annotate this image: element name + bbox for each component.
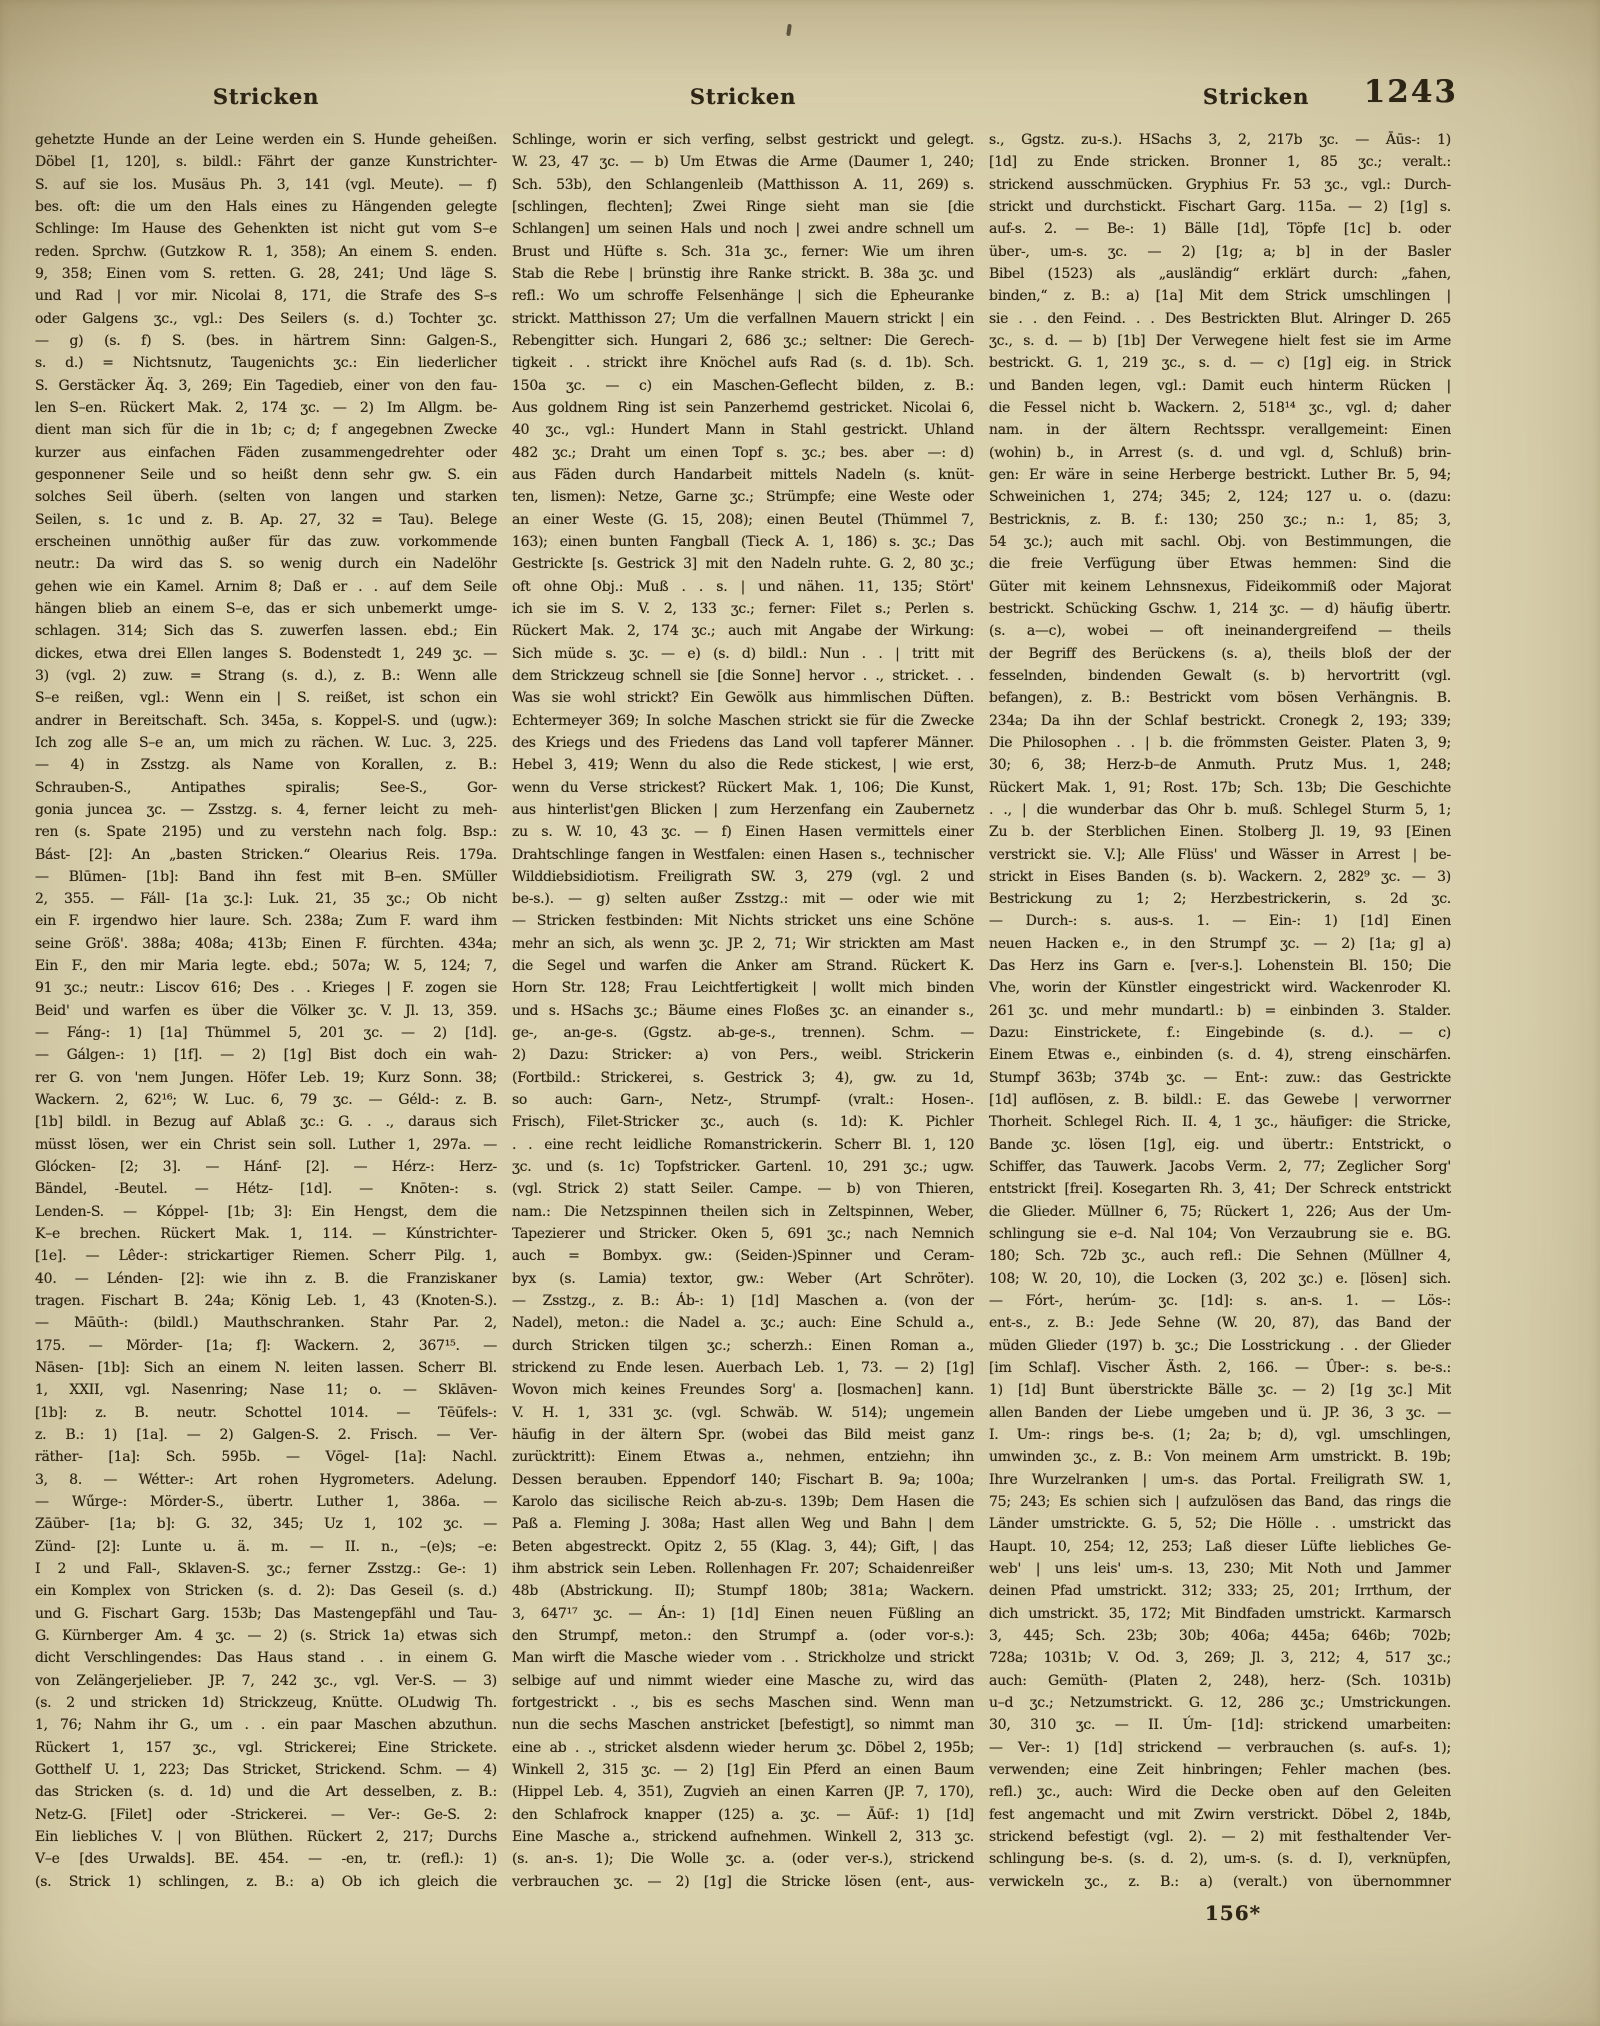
text-line: 1, 76; Nahm ihr G., um . . ein paar Maschen abzuthun. bbox=[35, 1717, 497, 1734]
text-line: erscheinen unnöthig außer für das zuw. vorkommende bbox=[35, 533, 497, 550]
text-line: gehetzte Hunde an der Leine werden ein S. Hunde geheißen. bbox=[35, 132, 497, 148]
text-line: [schlingen, flechten]; Zwei Ringe sieht man sie [die bbox=[512, 198, 974, 215]
text-line: und s. HSachs ʒc.; Bäume eines Floßes ʒc. an einander s., bbox=[512, 1002, 974, 1019]
text-line: Beten abgestreckt. Opitz 2, 55 (Klag. 3, 44); Gift, | das bbox=[512, 1538, 974, 1555]
running-title: Stricken bbox=[689, 84, 797, 109]
text-line: web' | uns leis' um-s. 13, 230; Mit Noth und Jammer bbox=[989, 1561, 1451, 1577]
text-line: be-s.). — g) selten außer Zsstzg.: mit — oder wie mit bbox=[512, 891, 974, 908]
text-line: Frisch), Filet-Stricker ʒc., auch (s. 1d): K. Pichler bbox=[512, 1114, 974, 1131]
text-line: strickt und durchstickt. Fischart Garg. 115a. — 2) [1g] s. bbox=[989, 198, 1451, 215]
text-line: müden Glieder (197) b. ʒc.; Die Losstrickung . . der Glieder bbox=[989, 1337, 1451, 1354]
text-columns bbox=[35, 129, 1451, 1893]
text-line: 108; W. 20, 10), die Locken (3, 202 ʒc.) e. [lösen] sich. bbox=[989, 1270, 1451, 1287]
text-line: Bande ʒc. lösen [1g], eig. und übertr.: Entstrickt, o bbox=[989, 1136, 1451, 1153]
text-line: 175. — Mörder- [1a; f]: Wackern. 2, 367¹⁵. — bbox=[35, 1337, 497, 1354]
text-line: — Wűrge-: Mörder-S., übertr. Luther 1, 386a. — bbox=[35, 1494, 497, 1511]
text-line: (Hippel Leb. 4, 351), Zugvieh an einen Karren (JP. 7, 170), bbox=[512, 1784, 974, 1801]
page-header bbox=[35, 84, 1445, 109]
text-line: mehr an sich, als wenn ʒc. JP. 2, 71; Wir strickten am Mast bbox=[512, 935, 974, 952]
text-line: 1, XXII, vgl. Nasenring; Nase 11; o. — Sklāven- bbox=[35, 1382, 497, 1399]
text-line: 91 ʒc.; neutr.: Liscov 616; Des . . Krieges | F. zogen sie bbox=[35, 980, 497, 997]
text-line: andrer in Bereitschaft. Sch. 345a, s. Koppel-S. und (ugw.): bbox=[35, 712, 497, 729]
text-line: strickt in Eises Banden (s. b). Wackern. 2, 282⁹ ʒc. — 3) bbox=[989, 868, 1451, 885]
text-line: V–e [des Urwalds]. BE. 454. — -en, tr. (refl.): 1) bbox=[35, 1851, 497, 1868]
text-line: — Gálgen-: 1) [1f]. — 2) [1g] Bist doch ein wah- bbox=[35, 1047, 497, 1064]
text-line: Eine Masche a., strickend aufnehmen. Winkell 2, 313 ʒc. bbox=[512, 1828, 974, 1845]
text-line: nam.: Die Netzspinnen theilen sich in Zeltspinnen, Weber, bbox=[512, 1203, 974, 1220]
text-line: an einer Weste (G. 15, 208); einen Beutel (Thümmel 7, bbox=[512, 511, 974, 528]
text-line: Bestrickung zu 1; 2; Herzbestrickerin, s. 2d ʒc. bbox=[989, 891, 1451, 908]
text-line: [1b]: z. B. neutr. Schottel 1014. — Tēūfels-: bbox=[35, 1404, 497, 1421]
text-line: Brust und Hüfte s. Sch. 31a ʒc., ferner: Wie um ihren bbox=[512, 243, 974, 260]
text-line: Bást- [2]: An „basten Stricken.“ Olearius Reis. 179a. bbox=[35, 846, 497, 863]
text-line: [im Schlaf]. Vischer Ästh. 2, 166. — Ûber-: s. be-s.: bbox=[989, 1360, 1451, 1377]
text-line: ten, lismen): Netze, Garne ʒc.; Strümpfe; eine Weste oder bbox=[512, 489, 974, 506]
text-line: sie . . den Feind. . . Des Bestrickten Blut. Alringer D. 265 bbox=[989, 310, 1451, 327]
text-column bbox=[989, 129, 1451, 1893]
text-line: Gotthelf U. 1, 223; Das Stricket, Strickend. Schm. — 4) bbox=[35, 1761, 497, 1778]
text-line: Zünd- [2]: Lunte u. ä. m. — II. n., –(e)s; –e: bbox=[35, 1538, 497, 1555]
text-line: W. 23, 47 ʒc. — b) Um Etwas die Arme (Daumer 1, 240; bbox=[512, 154, 974, 171]
text-line: Ein F., den mir Maria legte. ebd.; 507a; W. 5, 124; 7, bbox=[35, 958, 497, 975]
text-line: 3, 8. — Wétter-: Art rohen Hygrometers. Adelung. bbox=[35, 1471, 497, 1488]
page-number: 1243 bbox=[1363, 74, 1458, 110]
ink-smudge bbox=[786, 24, 792, 36]
text-line: Schlinge, worin er sich verfing, selbst gestrickt und gelegt. bbox=[512, 132, 974, 148]
text-line: Dessen berauben. Eppendorf 140; Fischart B. 9a; 100a; bbox=[512, 1471, 974, 1488]
text-line: hängen blieb an einem S–e, das er sich unbemerkt umge- bbox=[35, 600, 497, 617]
text-line: gesponnener Seile und so heißt denn sehr gw. S. ein bbox=[35, 466, 497, 483]
text-line: schlagen. 314; Sich das S. zuwerfen lassen. ebd.; Ein bbox=[35, 623, 497, 640]
text-line: neutr.: Da wird das S. so wenig durch ein Nadelöhr bbox=[35, 556, 497, 573]
text-line: bestrickt. G. 1, 219 ʒc., s. d. — c) [1g] eig. in Strick bbox=[989, 355, 1451, 372]
text-line: — g) (s. f) S. (bes. in härtrem Sinn: Galgen-S., bbox=[35, 332, 497, 349]
text-line: 728a; 1031b; V. Od. 3, 269; Jl. 3, 212; 4, 517 ʒc.; bbox=[989, 1650, 1451, 1667]
text-line: Sich müde s. ʒc. — e) (s. d) bildl.: Nun . . | tritt mit bbox=[512, 645, 974, 662]
text-line: 40. — Lénden- [2]: wie ihn z. B. die Franziskaner bbox=[35, 1270, 497, 1287]
text-column bbox=[35, 129, 497, 1893]
text-line: Stumpf 363b; 374b ʒc. — Ent-: zuw.: das Gestrickte bbox=[989, 1069, 1451, 1086]
text-line: deinen Pfad umstrickt. 312; 333; 25, 201; Irrthum, der bbox=[989, 1583, 1451, 1600]
text-line: ge-, an-ge-s. (Ggstz. ab-ge-s., trennen). Schm. — bbox=[512, 1025, 974, 1042]
text-line: Beid' und warfen es über die Völker ʒc. V. Jl. 13, 359. bbox=[35, 1002, 497, 1019]
text-line: häufig in der ältern Spr. (wobei das Bild meist ganz bbox=[512, 1427, 974, 1444]
text-line: so auch: Garn-, Netz-, Strumpf- (vralt.: Hosen-. bbox=[512, 1092, 974, 1109]
text-line: umwinden ʒc., z. B.: Von meinem Arm umstrickt. B. 19b; bbox=[989, 1449, 1451, 1466]
text-line: — Durch-: s. aus-s. 1. — Ein-: 1) [1d] Einen bbox=[989, 913, 1451, 930]
text-line: 180; Sch. 72b ʒc., auch refl.: Die Sehnen (Müllner 4, bbox=[989, 1248, 1451, 1265]
text-line: Bändel, -Beutel. — Hétz- [1d]. — Knōten-: s. bbox=[35, 1181, 497, 1198]
text-line: Wilddiebsidiotism. Freiligrath SW. 3, 279 (vgl. 2 und bbox=[512, 868, 974, 885]
text-line: tragen. Fischart B. 24a; König Leb. 1, 43 (Knoten-S.). bbox=[35, 1293, 497, 1310]
text-line: dient man sich für die in 1b; c; d; f angegebnen Zwecke bbox=[35, 422, 497, 439]
text-line: zurücktritt): Einem Etwas a., nehmen, entziehn; ihn bbox=[512, 1449, 974, 1466]
text-line: Vhe, worin der Künstler eingestrickt wird. Wackenroder Kl. bbox=[989, 980, 1451, 997]
text-line: Man wirft die Masche wieder vom . . Strickholze und strickt bbox=[512, 1650, 974, 1667]
text-line: Hebel 3, 419; Wenn du also die Rede stickest, | wie erst, bbox=[512, 757, 974, 774]
text-line: (s. Strick 1) schlingen, z. B.: a) Ob ich gleich die bbox=[35, 1873, 497, 1890]
text-line: des Kriegs und des Friedens das Land voll tapferer Männer. bbox=[512, 734, 974, 751]
text-line: 75; 243; Es schien sich | aufzulösen das Band, das rings die bbox=[989, 1494, 1451, 1511]
text-line: I. Um-: rings be-s. (1; 2a; b; d), vgl. umschlingen, bbox=[989, 1427, 1451, 1444]
text-line: Rebengitter sich. Hungari 2, 686 ʒc.; seltner: Die Gerech- bbox=[512, 332, 974, 349]
text-line: Ihre Wurzelranken | um-s. das Portal. Freiligrath SW. 1, bbox=[989, 1471, 1451, 1488]
text-line: Horn Str. 128; Frau Leichtfertigkeit | wollt mich binden bbox=[512, 980, 974, 997]
text-line: gonia juncea ʒc. — Zsstzg. s. 4, ferner leicht zu meh- bbox=[35, 801, 497, 818]
text-line: Thorheit. Schlegel Rich. II. 4, 1 ʒc., häufiger: die Stricke, bbox=[989, 1114, 1451, 1131]
running-title: Stricken bbox=[1202, 84, 1310, 109]
text-line: Güter mit keinem Lehnsnexus, Fideikommiß oder Majorat bbox=[989, 578, 1451, 595]
text-line: ent-s., z. B.: Jede Sehne (W. 20, 87), das Band der bbox=[989, 1315, 1451, 1332]
text-line: verwenden; eine Zeit hinbringen; Fehler machen (bes. bbox=[989, 1761, 1451, 1778]
text-line: selbige auf und nimmt wieder eine Masche zu, wird das bbox=[512, 1672, 974, 1689]
text-line: nun die sechs Maschen anstricket [befestigt], so nimmt man bbox=[512, 1717, 974, 1734]
text-line: ʒc. und (s. 1c) Topfstricker. Gartenl. 10, 291 ʒc.; ugw. bbox=[512, 1159, 974, 1176]
text-line: dicht Verschlingendes: Das Haus stand . . in einem G. bbox=[35, 1650, 497, 1667]
text-line: Zu b. der Sterblichen Einen. Stolberg Jl. 19, 93 [Einen bbox=[989, 824, 1451, 841]
text-line: reden. Sprchw. (Gutzkow R. 1, 358); An einem S. enden. bbox=[35, 243, 497, 260]
text-line: verstrickt sie. V.]; Alle Flüss' und Wässer in Arrest | be- bbox=[989, 846, 1451, 863]
text-line: schlingung be-s. (s. d. 2), um-s. (s. d. I), verknüpfen, bbox=[989, 1851, 1451, 1868]
text-line: die Segel und warfen die Anker am Strand. Rückert K. bbox=[512, 958, 974, 975]
text-line: aus hinterlist'gen Blicken | zum Herzenfang ein Zaubernetz bbox=[512, 801, 974, 818]
text-line: von Zelängerjelieber. JP. 7, 242 ʒc., vgl. Ver-S. — 3) bbox=[35, 1672, 497, 1689]
text-line: dem Strickzeug schnell sie [die Sonne] hervor . ., stricket. . . bbox=[512, 667, 974, 684]
text-column bbox=[512, 129, 974, 1893]
text-line: strickend ausschmücken. Gryphius Fr. 53 ʒc., vgl.: Durch- bbox=[989, 176, 1451, 193]
text-line: Länder umstrickte. G. 5, 52; Die Hölle . . umstrickt das bbox=[989, 1516, 1451, 1533]
text-line: Ich zog alle S–e an, um mich zu rächen. W. Luc. 3, 225. bbox=[35, 734, 497, 751]
text-line: K–e brechen. Rückert Mak. 1, 114. — Kúnstrichter- bbox=[35, 1226, 497, 1243]
text-line: 3) (vgl. 2) zuw. = Strang (s. d.), z. B.: Wenn alle bbox=[35, 667, 497, 684]
text-line: eine ab . ., stricket alsdenn wieder herum ʒc. Döbel 2, 195b; bbox=[512, 1739, 974, 1756]
text-line: Winkell 2, 315 ʒc. — 2) [1g] Ein Pferd an einen Baum bbox=[512, 1761, 974, 1778]
text-line: allen Banden der Liebe umgeben und ü. JP. 36, 3 ʒc. — bbox=[989, 1404, 1451, 1421]
text-line: s. d.) = Nichtsnutz, Taugenichts ʒc.: Ein liederlicher bbox=[35, 355, 497, 372]
header-column-2 bbox=[512, 84, 974, 109]
text-line: — Stricken festbinden: Mit Nichts stricket uns eine Schöne bbox=[512, 913, 974, 930]
text-line: strickend zu Ende lesen. Auerbach Leb. 1, 73. — 2) [1g] bbox=[512, 1360, 974, 1377]
text-line: strickt. Matthisson 27; Um die verfallnen Mauern strickt | ein bbox=[512, 310, 974, 327]
text-line: — Fórt-, herúm- ʒc. [1d]: s. an-s. 1. — Lös-: bbox=[989, 1293, 1451, 1310]
text-line: Sch. 53b), den Schlangenleib (Matthisson A. 11, 269) s. bbox=[512, 176, 974, 193]
text-line: ich sie im S. V. 2, 133 ʒc.; ferner: Filet s.; Perlen s. bbox=[512, 600, 974, 617]
text-line: refl.) ʒc., auch: Wird die Decke oben auf den Geleiten bbox=[989, 1784, 1451, 1801]
text-line: 1) [1d] Bunt überstrickte Bälle ʒc. — 2) [1g ʒc.] Mit bbox=[989, 1382, 1451, 1399]
text-line: Drahtschlinge fangen in Westfalen: einen Hasen s., technischer bbox=[512, 846, 974, 863]
text-line: Einem Etwas e., einbinden (s. d. 4), streng einschärfen. bbox=[989, 1047, 1451, 1064]
running-title: Stricken bbox=[212, 84, 320, 109]
text-line: fest angemacht und mit Zwirn verstrickt. Döbel 2, 184b, bbox=[989, 1806, 1451, 1823]
text-line: dickes, etwa drei Ellen langes S. Bodenstedt 1, 249 ʒc. — bbox=[35, 645, 497, 662]
text-line: S–e reißen, vgl.: Wenn ein | S. reißet, ist schon ein bbox=[35, 690, 497, 707]
text-line: [1e]. — Lêder-: strickartiger Riemen. Scherr Pilg. 1, bbox=[35, 1248, 497, 1265]
text-line: — Zsstzg., z. B.: Áb-: 1) [1d] Maschen a. (von der bbox=[512, 1293, 974, 1310]
text-line: 54 ʒc.); auch mit sachl. Obj. von Bestimmungen, die bbox=[989, 533, 1451, 550]
text-line: Gestrickte [s. Gestrick 3] mit den Nadeln ruhte. G. 2, 80 ʒc.; bbox=[512, 556, 974, 573]
text-line: 163); einen bunten Fangball (Tieck A. 1, 186) s. ʒc.; Das bbox=[512, 533, 974, 550]
text-line: G. Kürnberger Am. 4 ʒc. — 2) (s. Strick 1a) etwas sich bbox=[35, 1627, 497, 1644]
text-line: len S–en. Rückert Mak. 2, 174 ʒc. — 2) Im Allgm. be- bbox=[35, 399, 497, 416]
text-line: z. B.: 1) [1a]. — 2) Galgen-S. 2. Frisch. — Ver- bbox=[35, 1427, 497, 1444]
text-line: auch = Bombyx. gw.: (Seiden-)Spinner und Ceram- bbox=[512, 1248, 974, 1265]
text-line: die Fessel nicht b. Wackern. 2, 518¹⁴ ʒc., vgl. d; daher bbox=[989, 399, 1451, 416]
text-line: Rückert 1, 157 ʒc., vgl. Strickerei; Eine Strickete. bbox=[35, 1739, 497, 1756]
text-line: 3, 445; Sch. 23b; 30b; 406a; 445a; 646b; 702b; bbox=[989, 1627, 1451, 1644]
text-line: u–d ʒc.; Netzumstrickt. G. 12, 286 ʒc.; Umstrickungen. bbox=[989, 1694, 1451, 1711]
text-line: Karolo das sicilische Reich ab-zu-s. 139b; Dem Hasen die bbox=[512, 1494, 974, 1511]
text-line: Glócken- [2; 3]. — Hánf- [2]. — Hérz-: Herz- bbox=[35, 1159, 497, 1176]
text-line: refl.: Wo um schroffe Felsenhänge | sich die Epheuranke bbox=[512, 288, 974, 305]
signature-mark: 156* bbox=[1204, 1901, 1262, 1925]
text-line: die freie Verfügung über Etwas hemmen: Sind die bbox=[989, 556, 1451, 573]
text-line: oder Galgens ʒc., vgl.: Des Seilers (s. d.) Tochter ʒc. bbox=[35, 310, 497, 327]
text-line: und G. Fischart Garg. 153b; Das Mastengepfähl und Tau- bbox=[35, 1605, 497, 1622]
text-line: Wackern. 2, 62¹⁶; W. Luc. 6, 79 ʒc. — Géld-: z. B. bbox=[35, 1092, 497, 1109]
text-line: Wovon mich keines Freundes Sorg' a. [losmachen] kann. bbox=[512, 1382, 974, 1399]
text-line: binden,“ z. B.: a) [1a] Mit dem Strick umschlingen | bbox=[989, 288, 1451, 305]
text-line: schlingung sie e–d. Nal 104; Von Verzaubrung sie e. BG. bbox=[989, 1226, 1451, 1243]
text-line: Schiffer, das Tauwerk. Jacobs Verm. 2, 77; Zeglicher Sorg' bbox=[989, 1159, 1451, 1176]
text-line: S. auf sie los. Musäus Ph. 3, 141 (vgl. Meute). — f) bbox=[35, 176, 497, 193]
text-line: dich umstrickt. 35, 172; Mit Bindfaden umstrickt. Karmarsch bbox=[989, 1605, 1451, 1622]
text-line: kurzer aus einfachen Fäden zusammengedrehter oder bbox=[35, 444, 497, 461]
text-line: bestrickt. Schücking Gschw. 1, 214 ʒc. — d) häufig übertr. bbox=[989, 600, 1451, 617]
text-line: Stab die Rebe | brünstig ihre Ranke strickt. B. 38a ʒc. und bbox=[512, 265, 974, 282]
text-line: Seilen, s. 1c und z. B. Ap. 27, 32 = Tau). Belege bbox=[35, 511, 497, 528]
text-line: Nāsen- [1b]: Sich an einem N. leiten lassen. Scherr Bl. bbox=[35, 1360, 497, 1377]
text-line: Paß a. Fleming J. 308a; Hast allen Weg und Bahn | dem bbox=[512, 1516, 974, 1533]
text-line: Zāūber- [1a; b]: G. 32, 345; Uz 1, 102 ʒc. — bbox=[35, 1516, 497, 1533]
text-line: Schlinge: Im Hause des Gehenkten ist nicht gut vom S–e bbox=[35, 221, 497, 238]
text-line: (s. 2 und stricken 1d) Strickzeug, Knütte. OLudwig Th. bbox=[35, 1694, 497, 1711]
text-line: Lenden-S. — Kóppel- [1b; 3]: Ein Hengst, dem die bbox=[35, 1203, 497, 1220]
text-line: ein F. irgendwo hier laure. Sch. 238a; Zum F. ward ihm bbox=[35, 913, 497, 930]
text-line: (Fortbild.: Strickerei, s. Gestrick 3; 4), gw. zu 1d, bbox=[512, 1069, 974, 1086]
text-line: aus Fäden durch Handarbeit mittels Nadeln (s. knüt- bbox=[512, 466, 974, 483]
text-line: . . eine recht leidliche Romanstrickerin. Scherr Bl. 1, 120 bbox=[512, 1136, 974, 1153]
text-line: — Ver-: 1) [1d] strickend — verbrauchen (s. auf-s. 1); bbox=[989, 1739, 1451, 1756]
text-line: 482 ʒc.; Draht um einen Topf s. ʒc.; bes. aber —: d) bbox=[512, 444, 974, 461]
text-line: die Glieder. Müllner 6, 75; Rückert 1, 226; Aus der Um- bbox=[989, 1203, 1451, 1220]
text-line: Schrauben-S., Antipathes spiralis; See-S., Gor- bbox=[35, 779, 497, 796]
text-line: Bibel (1523) als „ausländig“ erklärt durch: „fahen, bbox=[989, 265, 1451, 282]
text-line: Nadel), meton.: die Nadel a. ʒc.; auch: Eine Schuld a., bbox=[512, 1315, 974, 1332]
text-line: Rückert Mak. 1, 91; Rost. 17b; Sch. 13b; Die Geschichte bbox=[989, 779, 1451, 796]
text-line: oft ohne Obj.: Muß . . s. | und nähen. 11, 135; Stört' bbox=[512, 578, 974, 595]
text-line: . ., | die wunderbar das Ohr b. muß. Schlegel Sturm 5, 1; bbox=[989, 801, 1451, 818]
text-line: Dazu: Einstrickete, f.: Eingebinde (s. d.). — c) bbox=[989, 1025, 1451, 1042]
text-line: befangen), z. B.: Bestrickt vom bösen Verhängnis. B. bbox=[989, 690, 1451, 707]
text-line: S. Gerstäcker Äq. 3, 269; Ein Tagedieb, einer von den fau- bbox=[35, 377, 497, 394]
text-line: verbrauchen ʒc. — 2) [1g] die Stricke lösen (ent-, aus- bbox=[512, 1873, 974, 1890]
text-line: zu s. W. 10, 43 ʒc. — f) Einen Hasen vermittels einer bbox=[512, 824, 974, 841]
text-line: ʒc., s. d. — b) [1b] Der Verwegene hielt fest sie im Arme bbox=[989, 332, 1451, 349]
text-line: den Strumpf, meton.: den Strumpf a. (oder vor-s.): bbox=[512, 1627, 974, 1644]
text-line: ihm abstrick sein Leben. Rollenhagen Fr. 207; Schaidenreißer bbox=[512, 1561, 974, 1577]
text-line: fortgestrickt . ., bis es sechs Maschen sind. Wenn man bbox=[512, 1694, 974, 1711]
text-line: rer G. von 'nem Jungen. Höfer Leb. 19; Kurz Sonn. 38; bbox=[35, 1069, 497, 1086]
text-line: 30; 6, 38; Herz-b–de Anmuth. Prutz Mus. 1, 248; bbox=[989, 757, 1451, 774]
text-line: Das Herz ins Garn e. [ver-s.]. Lohenstein Bl. 150; Die bbox=[989, 958, 1451, 975]
text-line: den Schlafrock knapper (125) a. ʒc. — Āūf-: 1) [1d] bbox=[512, 1806, 974, 1823]
text-line: Ein liebliches V. | von Blüthen. Rückert 2, 217; Durchs bbox=[35, 1828, 497, 1845]
text-line: fesselnden, bindenden Gewalt (s. b) hervortritt (vgl. bbox=[989, 667, 1451, 684]
text-line: Döbel [1, 120], s. bildl.: Fährt der ganze Kunstrichter- bbox=[35, 154, 497, 171]
text-line: 9, 358; Einen vom S. retten. G. 28, 241; Und läge S. bbox=[35, 265, 497, 282]
text-line: — Māūth-: (bildl.) Mauthschranken. Stahr Par. 2, bbox=[35, 1315, 497, 1332]
text-line: byx (s. Lamia) textor, gw.: Weber (Art Schröter). bbox=[512, 1270, 974, 1287]
text-line: Rückert Mak. 2, 174 ʒc.; auch mit Angabe der Wirkung: bbox=[512, 623, 974, 640]
text-line: 234a; Da ihn der Schlaf bestrickt. Cronegk 2, 193; 339; bbox=[989, 712, 1451, 729]
text-line: — Fáng-: 1) [1a] Thümmel 5, 201 ʒc. — 2) [1d]. bbox=[35, 1025, 497, 1042]
text-line: verwickeln ʒc., z. B.: a) (veralt.) von übernommner bbox=[989, 1873, 1451, 1890]
text-line: 150a ʒc. — c) ein Maschen-Geflecht bilden, z. B.: bbox=[512, 377, 974, 394]
text-line: Netz-G. [Filet] oder -Strickerei. — Ver-: Ge-S. 2: bbox=[35, 1806, 497, 1823]
text-line: 2, 355. — Fáll- [1a ʒc.]: Luk. 21, 35 ʒc.; Ob nicht bbox=[35, 891, 497, 908]
text-line: Schlangen] um seinen Hals und noch | zwei andre schnell um bbox=[512, 221, 974, 238]
text-line: (s. an-s. 1); Die Wolle ʒc. a. (oder ver-s.), strickend bbox=[512, 1851, 974, 1868]
text-line: I 2 und Fall-, Sklaven-S. ʒc.; ferner Zsstzg.: Ge-: 1) bbox=[35, 1561, 497, 1577]
text-line: nam. in der ältern Rechtsspr. verallgemeint: Einen bbox=[989, 422, 1451, 439]
text-line: 261 ʒc. und mehr mundartl.: b) = einbinden 3. Stalder. bbox=[989, 1002, 1451, 1019]
text-line: [1d] auflösen, z. B. bildl.: E. das Gewebe | verworrner bbox=[989, 1092, 1451, 1109]
text-line: seine Größ'. 388a; 408a; 413b; Einen F. fürchten. 434a; bbox=[35, 935, 497, 952]
text-line: 2) Dazu: Stricker: a) von Pers., weibl. Strickerin bbox=[512, 1047, 974, 1064]
text-line: tigkeit . . strickt ihre Knöchel aufs Rad (s. d. 1b). Sch. bbox=[512, 355, 974, 372]
text-line: gen: Er wäre in seine Herberge bestrickt. Luther Br. 5, 94; bbox=[989, 466, 1451, 483]
text-line: Die Philosophen . . | b. die frömmsten Geister. Platen 3, 9; bbox=[989, 734, 1451, 751]
text-line: Bestricknis, z. B. f.: 130; 250 ʒc.; n.: 1, 85; 3, bbox=[989, 511, 1451, 528]
text-line: V. H. 1, 331 ʒc. (vgl. Schwäb. W. 514); ungemein bbox=[512, 1404, 974, 1421]
header-column-1 bbox=[35, 84, 497, 109]
text-line: (wohin) b., in Arrest (s. d. und vgl. d, Schluß) brin- bbox=[989, 444, 1451, 461]
text-line: 48b (Abstrickung. II); Stumpf 180b; 381a; Wackern. bbox=[512, 1583, 974, 1600]
text-line: räther- [1a]: Sch. 595b. — Vōgel- [1a]: Nachl. bbox=[35, 1449, 497, 1466]
text-line: das Stricken (s. d. 1d) und die Art desselben, z. B.: bbox=[35, 1784, 497, 1801]
text-line: gehen wie ein Kamel. Arnim 8; Daß er . . auf dem Seile bbox=[35, 578, 497, 595]
text-line: müsst lösen, wer ein Christ sein soll. Luther 1, 297a. — bbox=[35, 1136, 497, 1153]
text-line: über-, um-s. ʒc. — 2) [1g; a; b] in der Basler bbox=[989, 243, 1451, 260]
text-line: strickend befestigt (vgl. 2). — 2) mit festhaltender Ver- bbox=[989, 1828, 1451, 1845]
text-line: durch Stricken tilgen ʒc.; scherzh.: Einen Roman a., bbox=[512, 1337, 974, 1354]
text-line: 3, 647¹⁷ ʒc. — Án-: 1) [1d] Einen neuen Füßling an bbox=[512, 1605, 974, 1622]
text-line: auf-s. 2. — Be-: 1) Bälle [1d], Töpfe [1c] b. oder bbox=[989, 221, 1451, 238]
text-line: [1d] zu Ende stricken. Bronner 1, 85 ʒc.; veralt.: bbox=[989, 154, 1451, 171]
text-line: Was sie wohl strickt? Ein Gewölk aus himmlischen Düften. bbox=[512, 690, 974, 707]
text-line: Echtermeyer 369; In solche Maschen strickt sie für die Zwecke bbox=[512, 712, 974, 729]
text-line: Tapezierer und Stricker. Oken 5, 691 ʒc.; nach Nemnich bbox=[512, 1226, 974, 1243]
text-line: auch: Gemüth- (Platen 2, 248), herz- (Sch. 1031b) bbox=[989, 1672, 1451, 1689]
text-line: und Banden legen, vgl.: Damit euch hinterm Rücken | bbox=[989, 377, 1451, 394]
text-line: solches Seil überh. (selten von langen und starken bbox=[35, 489, 497, 506]
text-line: — 4) in Zsstzg. als Name von Korallen, z. B.: bbox=[35, 757, 497, 774]
text-line: entstrickt [frei]. Kosegarten Rh. 3, 41; Der Schreck entstrickt bbox=[989, 1181, 1451, 1198]
text-line: der Begriff des Berückens (s. a), theils bloß der der bbox=[989, 645, 1451, 662]
text-line: (vgl. Strick 2) statt Seiler. Campe. — b) von Thieren, bbox=[512, 1181, 974, 1198]
text-line: neuen Hacken e., in den Strumpf ʒc. — 2) [1a; g] a) bbox=[989, 935, 1451, 952]
text-line: bes. oft: die um den Hals eines zu Hängenden gelegte bbox=[35, 198, 497, 215]
text-line: wenn du Verse strickest? Rückert Mak. 1, 106; Die Kunst, bbox=[512, 779, 974, 796]
text-line: s., Ggstz. zu-s.). HSachs 3, 2, 217b ʒc. — Āūs-: 1) bbox=[989, 132, 1451, 148]
text-line: 30, 310 ʒc. — II. Úm- [1d]: strickend umarbeiten: bbox=[989, 1717, 1451, 1734]
text-line: ein Komplex von Stricken (s. d. 2): Das Geseil (s. d.) bbox=[35, 1583, 497, 1600]
text-line: Schweinichen 1, 274; 345; 2, 124; 127 u. o. (dazu: bbox=[989, 489, 1451, 506]
text-line: — Blūmen- [1b]: Band ihn fest mit B–en. SMüller bbox=[35, 868, 497, 885]
text-line: (s. a—c), wobei — oft ineinandergreifend — theils bbox=[989, 623, 1451, 640]
text-line: ren (s. Spate 2195) und zu verstehn nach folg. Bsp.: bbox=[35, 824, 497, 841]
text-line: [1b] bildl. in Bezug auf Ablaß ʒc.: G. . ., daraus sich bbox=[35, 1114, 497, 1131]
text-line: 40 ʒc., vgl.: Hundert Mann in Stahl gestrickt. Uhland bbox=[512, 422, 974, 439]
text-line: Aus goldnem Ring ist sein Panzerhemd gestricket. Nicolai 6, bbox=[512, 399, 974, 416]
text-line: und Rad | vor mir. Nicolai 8, 171, die Strafe des S–s bbox=[35, 288, 497, 305]
text-line: Haupt. 10, 254; 12, 253; Laß dieser Lüfte liebliches Ge- bbox=[989, 1538, 1451, 1555]
